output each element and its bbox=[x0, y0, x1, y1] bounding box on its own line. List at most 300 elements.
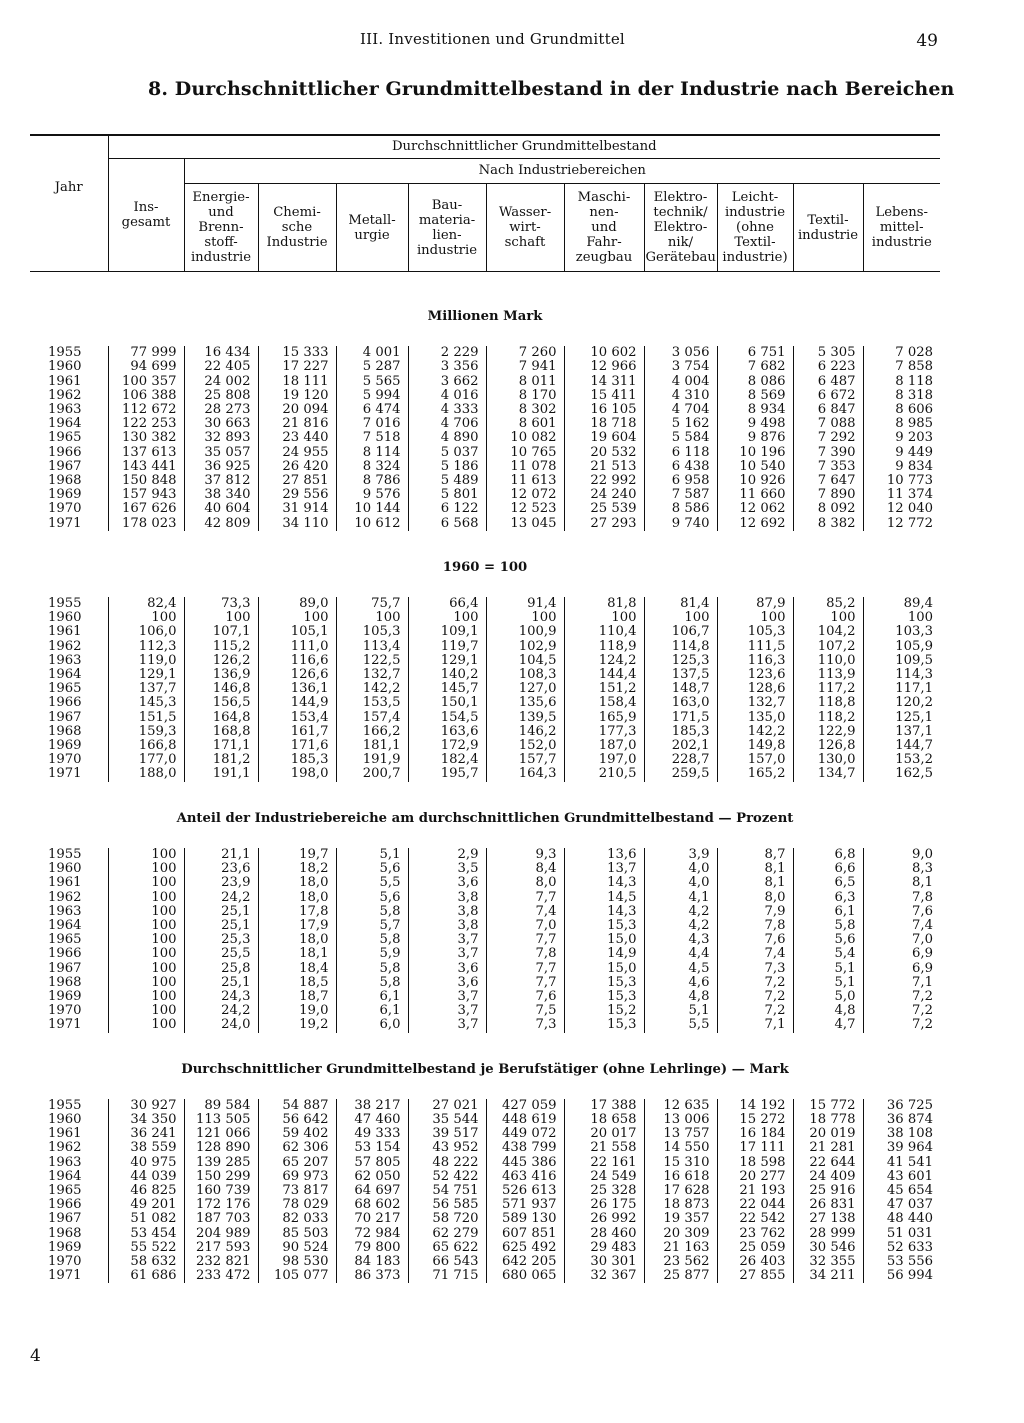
value-cell: 5,1 bbox=[336, 848, 408, 862]
value-cell: 17 628 bbox=[644, 1184, 717, 1198]
value-cell: 100 bbox=[108, 1004, 184, 1018]
value-cell: 111,5 bbox=[717, 640, 793, 654]
value-cell: 100 bbox=[108, 919, 184, 933]
value-cell: 18 718 bbox=[564, 417, 644, 431]
year-cell: 1961 bbox=[48, 624, 82, 640]
value-cell: 5,5 bbox=[644, 1018, 717, 1032]
table-row bbox=[30, 1099, 940, 1113]
value-cell: 66 543 bbox=[408, 1255, 486, 1269]
value-cell: 14,5 bbox=[564, 891, 644, 905]
value-cell: 145,7 bbox=[408, 682, 486, 696]
value-cell: 5 994 bbox=[336, 389, 408, 403]
value-cell: 35 544 bbox=[408, 1113, 486, 1127]
value-cell: 54 887 bbox=[258, 1099, 336, 1113]
value-cell: 6 223 bbox=[793, 360, 863, 374]
value-cell: 118,8 bbox=[793, 696, 863, 710]
value-cell: 29 556 bbox=[258, 488, 336, 502]
value-cell: 10 196 bbox=[717, 446, 793, 460]
section-spacer bbox=[30, 324, 940, 346]
col-header-wasserwirtschaft: Wasser- wirt- schaft bbox=[486, 184, 564, 272]
value-cell: 32 893 bbox=[184, 431, 258, 445]
value-cell: 32 355 bbox=[793, 1255, 863, 1269]
value-cell: 6,6 bbox=[793, 862, 863, 876]
value-cell: 105,9 bbox=[863, 640, 940, 654]
section-heading: Durchschnittlicher Grundmittelbestand je Berufstätiger (ohne Lehrlinge) — Mark bbox=[181, 1061, 789, 1077]
value-cell: 5 162 bbox=[644, 417, 717, 431]
value-cell: 23 562 bbox=[644, 1255, 717, 1269]
value-cell: 100 bbox=[108, 962, 184, 976]
value-cell: 210,5 bbox=[564, 767, 644, 781]
section-heading-row bbox=[30, 1063, 940, 1077]
value-cell: 23 762 bbox=[717, 1227, 793, 1241]
table-row bbox=[30, 753, 940, 767]
value-cell: 4,1 bbox=[644, 891, 717, 905]
value-cell: 35 057 bbox=[184, 446, 258, 460]
value-cell: 77 999 bbox=[108, 346, 184, 360]
value-cell: 24 240 bbox=[564, 488, 644, 502]
value-cell: 8 114 bbox=[336, 446, 408, 460]
statistics-table bbox=[30, 134, 940, 1283]
value-cell: 139 285 bbox=[184, 1156, 258, 1170]
value-cell: 680 065 bbox=[486, 1269, 564, 1283]
value-cell: 6 118 bbox=[644, 446, 717, 460]
value-cell: 66,4 bbox=[408, 597, 486, 611]
value-cell: 10 602 bbox=[564, 346, 644, 360]
value-cell: 8,1 bbox=[863, 876, 940, 890]
table-row bbox=[30, 611, 940, 625]
value-cell: 151,2 bbox=[564, 682, 644, 696]
value-cell: 122 253 bbox=[108, 417, 184, 431]
value-cell: 25 539 bbox=[564, 502, 644, 516]
value-cell: 100 bbox=[644, 611, 717, 625]
value-cell: 149,8 bbox=[717, 739, 793, 753]
value-cell: 7 088 bbox=[793, 417, 863, 431]
value-cell: 7,7 bbox=[486, 976, 564, 990]
value-cell: 4 706 bbox=[408, 417, 486, 431]
value-cell: 8 601 bbox=[486, 417, 564, 431]
value-cell: 82 033 bbox=[258, 1212, 336, 1226]
year-cell: 1962 bbox=[48, 889, 82, 905]
value-cell: 8 606 bbox=[863, 403, 940, 417]
value-cell: 144,7 bbox=[863, 739, 940, 753]
value-cell: 3,7 bbox=[408, 1018, 486, 1032]
value-cell: 3,6 bbox=[408, 962, 486, 976]
value-cell: 191,1 bbox=[184, 767, 258, 781]
value-cell: 137 613 bbox=[108, 446, 184, 460]
value-cell: 110,4 bbox=[564, 625, 644, 639]
value-cell: 109,5 bbox=[863, 654, 940, 668]
value-cell: 102,9 bbox=[486, 640, 564, 654]
value-cell: 105,3 bbox=[336, 625, 408, 639]
value-cell: 157 943 bbox=[108, 488, 184, 502]
value-cell: 94 699 bbox=[108, 360, 184, 374]
year-cell: 1962 bbox=[48, 387, 82, 403]
value-cell: 14,9 bbox=[564, 947, 644, 961]
value-cell: 108,3 bbox=[486, 668, 564, 682]
value-cell: 8 382 bbox=[793, 517, 863, 531]
year-cell: 1969 bbox=[48, 988, 82, 1004]
section-spacer bbox=[30, 1033, 940, 1063]
table-row bbox=[30, 488, 940, 502]
value-cell: 438 799 bbox=[486, 1141, 564, 1155]
value-cell: 52 633 bbox=[863, 1241, 940, 1255]
value-cell: 151,5 bbox=[108, 711, 184, 725]
value-cell: 9 740 bbox=[644, 517, 717, 531]
value-cell: 106 388 bbox=[108, 389, 184, 403]
value-cell: 9 834 bbox=[863, 460, 940, 474]
value-cell: 128 890 bbox=[184, 1141, 258, 1155]
value-cell: 100 bbox=[108, 876, 184, 890]
value-cell: 4 333 bbox=[408, 403, 486, 417]
value-cell: 129,1 bbox=[108, 668, 184, 682]
value-cell: 14,3 bbox=[564, 905, 644, 919]
value-cell: 52 422 bbox=[408, 1170, 486, 1184]
value-cell: 7,2 bbox=[863, 1018, 940, 1032]
value-cell: 22 044 bbox=[717, 1198, 793, 1212]
table-row bbox=[30, 668, 940, 682]
value-cell: 120,2 bbox=[863, 696, 940, 710]
value-cell: 100 bbox=[108, 947, 184, 961]
value-cell: 23,9 bbox=[184, 876, 258, 890]
value-cell: 7 518 bbox=[336, 431, 408, 445]
year-cell: 1955 bbox=[48, 345, 82, 361]
table-row bbox=[30, 711, 940, 725]
value-cell: 38 340 bbox=[184, 488, 258, 502]
year-cell: 1960 bbox=[48, 1111, 82, 1127]
table-row bbox=[30, 1141, 940, 1155]
value-cell: 11 374 bbox=[863, 488, 940, 502]
value-cell: 9,0 bbox=[863, 848, 940, 862]
value-cell: 20 094 bbox=[258, 403, 336, 417]
value-cell: 116,3 bbox=[717, 654, 793, 668]
table-row bbox=[30, 446, 940, 460]
value-cell: 100 bbox=[258, 611, 336, 625]
year-cell: 1967 bbox=[48, 458, 82, 474]
value-cell: 8,3 bbox=[863, 862, 940, 876]
value-cell: 6 672 bbox=[793, 389, 863, 403]
value-cell: 4,7 bbox=[793, 1018, 863, 1032]
value-cell: 3 356 bbox=[408, 360, 486, 374]
value-cell: 105 077 bbox=[258, 1269, 336, 1283]
value-cell: 58 632 bbox=[108, 1255, 184, 1269]
section-heading-row bbox=[30, 310, 940, 324]
value-cell: 4,0 bbox=[644, 876, 717, 890]
value-cell: 18,2 bbox=[258, 862, 336, 876]
value-cell: 25,1 bbox=[184, 976, 258, 990]
year-cell: 1971 bbox=[48, 766, 82, 782]
value-cell: 6,9 bbox=[863, 962, 940, 976]
value-cell: 18,0 bbox=[258, 933, 336, 947]
value-cell: 5,8 bbox=[336, 933, 408, 947]
value-cell: 68 602 bbox=[336, 1198, 408, 1212]
year-cell: 1961 bbox=[48, 1126, 82, 1142]
value-cell: 6 847 bbox=[793, 403, 863, 417]
value-cell: 7 647 bbox=[793, 474, 863, 488]
value-cell: 103,3 bbox=[863, 625, 940, 639]
value-cell: 204 989 bbox=[184, 1227, 258, 1241]
value-cell: 15 772 bbox=[793, 1099, 863, 1113]
value-cell: 53 154 bbox=[336, 1141, 408, 1155]
year-cell: 1968 bbox=[48, 723, 82, 739]
value-cell: 2,9 bbox=[408, 848, 486, 862]
value-cell: 233 472 bbox=[184, 1269, 258, 1283]
value-cell: 48 222 bbox=[408, 1156, 486, 1170]
year-cell: 1966 bbox=[48, 946, 82, 962]
value-cell: 146,8 bbox=[184, 682, 258, 696]
value-cell: 4,8 bbox=[644, 990, 717, 1004]
table-row bbox=[30, 767, 940, 781]
year-cell: 1955 bbox=[48, 596, 82, 612]
value-cell: 18 111 bbox=[258, 375, 336, 389]
section-spacer bbox=[30, 782, 940, 812]
value-cell: 16 618 bbox=[644, 1170, 717, 1184]
col-header-energie: Energie- und Brenn- stoff- industrie bbox=[184, 184, 258, 272]
value-cell: 113 505 bbox=[184, 1113, 258, 1127]
value-cell: 73,3 bbox=[184, 597, 258, 611]
value-cell: 3 056 bbox=[644, 346, 717, 360]
value-cell: 7,9 bbox=[717, 905, 793, 919]
value-cell: 7,2 bbox=[863, 1004, 940, 1018]
value-cell: 25,3 bbox=[184, 933, 258, 947]
value-cell: 8 569 bbox=[717, 389, 793, 403]
value-cell: 53 556 bbox=[863, 1255, 940, 1269]
value-cell: 126,8 bbox=[793, 739, 863, 753]
value-cell: 7,0 bbox=[486, 919, 564, 933]
value-cell: 107,2 bbox=[793, 640, 863, 654]
table-row bbox=[30, 360, 940, 374]
table-row bbox=[30, 417, 940, 431]
value-cell: 25 059 bbox=[717, 1241, 793, 1255]
year-cell: 1966 bbox=[48, 1197, 82, 1213]
value-cell: 69 973 bbox=[258, 1170, 336, 1184]
value-cell: 5 287 bbox=[336, 360, 408, 374]
value-cell: 84 183 bbox=[336, 1255, 408, 1269]
value-cell: 34 211 bbox=[793, 1269, 863, 1283]
group-header: Durchschnittlicher Grundmittelbestand bbox=[108, 135, 940, 159]
value-cell: 8 318 bbox=[863, 389, 940, 403]
value-cell: 37 812 bbox=[184, 474, 258, 488]
value-cell: 72 984 bbox=[336, 1227, 408, 1241]
col-header-lebensmittel: Lebens- mittel- industrie bbox=[863, 184, 940, 272]
value-cell: 118,2 bbox=[793, 711, 863, 725]
value-cell: 38 217 bbox=[336, 1099, 408, 1113]
value-cell: 105,1 bbox=[258, 625, 336, 639]
value-cell: 44 039 bbox=[108, 1170, 184, 1184]
value-cell: 15,2 bbox=[564, 1004, 644, 1018]
value-cell: 6 568 bbox=[408, 517, 486, 531]
value-cell: 51 082 bbox=[108, 1212, 184, 1226]
value-cell: 3,9 bbox=[644, 848, 717, 862]
value-cell: 3,7 bbox=[408, 947, 486, 961]
value-cell: 12 692 bbox=[717, 517, 793, 531]
value-cell: 10 765 bbox=[486, 446, 564, 460]
col-header-chemie: Chemi- sche Industrie bbox=[258, 184, 336, 272]
table-row bbox=[30, 654, 940, 668]
table-row bbox=[30, 1255, 940, 1269]
year-cell: 1967 bbox=[48, 709, 82, 725]
value-cell: 8 118 bbox=[863, 375, 940, 389]
table-row bbox=[30, 933, 940, 947]
section-heading-row bbox=[30, 561, 940, 575]
value-cell: 46 825 bbox=[108, 1184, 184, 1198]
value-cell: 5,8 bbox=[336, 962, 408, 976]
value-cell: 126,6 bbox=[258, 668, 336, 682]
value-cell: 100 bbox=[336, 611, 408, 625]
value-cell: 7,8 bbox=[863, 891, 940, 905]
value-cell: 65 207 bbox=[258, 1156, 336, 1170]
year-cell: 1960 bbox=[48, 861, 82, 877]
value-cell: 47 037 bbox=[863, 1198, 940, 1212]
value-cell: 28 999 bbox=[793, 1227, 863, 1241]
value-cell: 18,0 bbox=[258, 891, 336, 905]
value-cell: 19,0 bbox=[258, 1004, 336, 1018]
value-cell: 4,2 bbox=[644, 919, 717, 933]
value-cell: 128,6 bbox=[717, 682, 793, 696]
value-cell: 8 934 bbox=[717, 403, 793, 417]
section-heading: Anteil der Industriebereiche am durchschnittlichen Grundmittelbestand — Prozent bbox=[176, 810, 794, 826]
value-cell: 30 546 bbox=[793, 1241, 863, 1255]
value-cell: 142,2 bbox=[717, 725, 793, 739]
section-spacer bbox=[30, 826, 940, 848]
value-cell: 526 613 bbox=[486, 1184, 564, 1198]
value-cell: 136,9 bbox=[184, 668, 258, 682]
table-row bbox=[30, 597, 940, 611]
value-cell: 4,3 bbox=[644, 933, 717, 947]
value-cell: 89 584 bbox=[184, 1099, 258, 1113]
value-cell: 7,1 bbox=[863, 976, 940, 990]
value-cell: 100 bbox=[184, 611, 258, 625]
value-cell: 123,6 bbox=[717, 668, 793, 682]
value-cell: 9 203 bbox=[863, 431, 940, 445]
table-title: 8. Durchschnittlicher Grundmittelbestand in der Industrie nach Bereichen bbox=[148, 78, 955, 100]
value-cell: 100 bbox=[408, 611, 486, 625]
col-header-elektrotechnik: Elektro- technik/ Elektro- nik/ Gerätebau bbox=[644, 184, 717, 272]
value-cell: 143 441 bbox=[108, 460, 184, 474]
year-cell: 1971 bbox=[48, 1268, 82, 1284]
value-cell: 9 576 bbox=[336, 488, 408, 502]
value-cell: 112 672 bbox=[108, 403, 184, 417]
year-cell: 1971 bbox=[48, 1017, 82, 1033]
table-row bbox=[30, 1127, 940, 1141]
value-cell: 32 367 bbox=[564, 1269, 644, 1283]
value-cell: 57 805 bbox=[336, 1156, 408, 1170]
value-cell: 4 704 bbox=[644, 403, 717, 417]
value-cell: 20 017 bbox=[564, 1127, 644, 1141]
value-cell: 18 598 bbox=[717, 1156, 793, 1170]
value-cell: 78 029 bbox=[258, 1198, 336, 1212]
year-cell: 1961 bbox=[48, 373, 82, 389]
year-cell: 1962 bbox=[48, 638, 82, 654]
section-heading-row bbox=[30, 812, 940, 826]
value-cell: 20 309 bbox=[644, 1227, 717, 1241]
year-cell: 1966 bbox=[48, 444, 82, 460]
value-cell: 19 120 bbox=[258, 389, 336, 403]
value-cell: 25 916 bbox=[793, 1184, 863, 1198]
value-cell: 5 565 bbox=[336, 375, 408, 389]
value-cell: 100 bbox=[108, 891, 184, 905]
value-cell: 22 644 bbox=[793, 1156, 863, 1170]
value-cell: 17,8 bbox=[258, 905, 336, 919]
value-cell: 19 357 bbox=[644, 1212, 717, 1226]
value-cell: 11 078 bbox=[486, 460, 564, 474]
value-cell: 7,7 bbox=[486, 962, 564, 976]
value-cell: 132,7 bbox=[717, 696, 793, 710]
value-cell: 30 663 bbox=[184, 417, 258, 431]
value-cell: 162,5 bbox=[863, 767, 940, 781]
value-cell: 79 800 bbox=[336, 1241, 408, 1255]
section-heading: Millionen Mark bbox=[427, 309, 543, 324]
value-cell: 117,1 bbox=[863, 682, 940, 696]
col-header-textilindustrie: Textil- industrie bbox=[793, 184, 863, 272]
value-cell: 15,3 bbox=[564, 1018, 644, 1032]
value-cell: 153,4 bbox=[258, 711, 336, 725]
value-cell: 24,0 bbox=[184, 1018, 258, 1032]
table-row bbox=[30, 625, 940, 639]
value-cell: 7,2 bbox=[717, 990, 793, 1004]
value-cell: 164,3 bbox=[486, 767, 564, 781]
value-cell: 4,6 bbox=[644, 976, 717, 990]
value-cell: 18,4 bbox=[258, 962, 336, 976]
value-cell: 55 522 bbox=[108, 1241, 184, 1255]
value-cell: 110,0 bbox=[793, 654, 863, 668]
year-cell: 1963 bbox=[48, 903, 82, 919]
value-cell: 4 310 bbox=[644, 389, 717, 403]
value-cell: 16 434 bbox=[184, 346, 258, 360]
table-row bbox=[30, 1156, 940, 1170]
value-cell: 8,7 bbox=[717, 848, 793, 862]
col-header-insgesamt: Ins- gesamt bbox=[108, 159, 184, 272]
value-cell: 28 460 bbox=[564, 1227, 644, 1241]
value-cell: 6,3 bbox=[793, 891, 863, 905]
value-cell: 85 503 bbox=[258, 1227, 336, 1241]
value-cell: 15,3 bbox=[564, 919, 644, 933]
value-cell: 100 bbox=[564, 611, 644, 625]
value-cell: 137,5 bbox=[644, 668, 717, 682]
value-cell: 8 786 bbox=[336, 474, 408, 488]
value-cell: 7 858 bbox=[863, 360, 940, 374]
value-cell: 7 390 bbox=[793, 446, 863, 460]
value-cell: 7 028 bbox=[863, 346, 940, 360]
table-row bbox=[30, 460, 940, 474]
value-cell: 27 851 bbox=[258, 474, 336, 488]
value-cell: 62 050 bbox=[336, 1170, 408, 1184]
value-cell: 24,3 bbox=[184, 990, 258, 1004]
value-cell: 27 293 bbox=[564, 517, 644, 531]
value-cell: 100 357 bbox=[108, 375, 184, 389]
value-cell: 157,0 bbox=[717, 753, 793, 767]
value-cell: 7,3 bbox=[717, 962, 793, 976]
year-cell: 1965 bbox=[48, 1182, 82, 1198]
value-cell: 14 311 bbox=[564, 375, 644, 389]
value-cell: 26 403 bbox=[717, 1255, 793, 1269]
value-cell: 10 082 bbox=[486, 431, 564, 445]
year-cell: 1969 bbox=[48, 738, 82, 754]
value-cell: 150 299 bbox=[184, 1170, 258, 1184]
table-row bbox=[30, 1241, 940, 1255]
value-cell: 8 324 bbox=[336, 460, 408, 474]
table-row bbox=[30, 1004, 940, 1018]
value-cell: 17 227 bbox=[258, 360, 336, 374]
table-row bbox=[30, 1170, 940, 1184]
value-cell: 4,2 bbox=[644, 905, 717, 919]
value-cell: 24 409 bbox=[793, 1170, 863, 1184]
year-cell: 1967 bbox=[48, 1211, 82, 1227]
value-cell: 140,2 bbox=[408, 668, 486, 682]
value-cell: 156,5 bbox=[184, 696, 258, 710]
value-cell: 18 658 bbox=[564, 1113, 644, 1127]
value-cell: 18 778 bbox=[793, 1113, 863, 1127]
year-cell: 1963 bbox=[48, 1154, 82, 1170]
